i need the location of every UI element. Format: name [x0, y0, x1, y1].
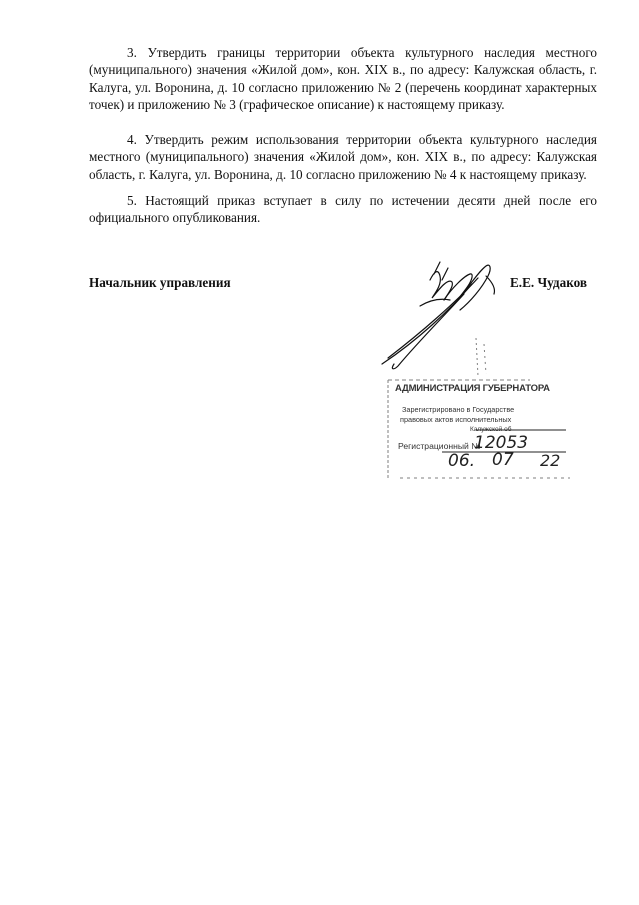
stamp-date-day: 06. — [448, 451, 476, 471]
stamp-registration-label: Регистрационный № — [398, 441, 481, 451]
paragraph-4: 4. Утвердить режим использования территории объекта культурного наследия местного (муниципального) значения «Жилой дом», кон. XIX в., по адресу: Калужская область, г. Калуга, ул. Воронина, д. 10 согласно приложению № 4 к настоящему приказу. — [89, 132, 597, 182]
paragraph-3: 3. Утвердить границы территории объекта культурного наследия местного (муниципального) значения «Жилой дом», кон. XIX в., по адресу: Калужская область, г. Калуга, ул. Воронина, д. 10 согласно приложению № 2 (перечень координат характерных точек) и приложению № 3 (графическое описание) к настоящему приказу. — [89, 45, 597, 113]
stamp-header: АДМИНИСТРАЦИЯ ГУБЕРНАТОРА — [395, 383, 550, 394]
stamp-line-2: правовых актов исполнительных — [400, 415, 512, 424]
stamp-line-3: Калужской об — [470, 426, 512, 433]
signatory-position: Начальник управления — [89, 275, 231, 290]
signatory-name: Е.Е. Чудаков — [510, 275, 587, 290]
stamp-date-year: 22 — [540, 451, 561, 470]
paragraph-5: 5. Настоящий приказ вступает в силу по истечении десяти дней после его официального опубликования. — [89, 193, 597, 226]
stamp-registration-number: 12053 — [474, 433, 529, 453]
stamp-date-month: 07 — [492, 450, 514, 470]
stamp-line-1: Зарегистрировано в Государстве — [402, 405, 515, 414]
